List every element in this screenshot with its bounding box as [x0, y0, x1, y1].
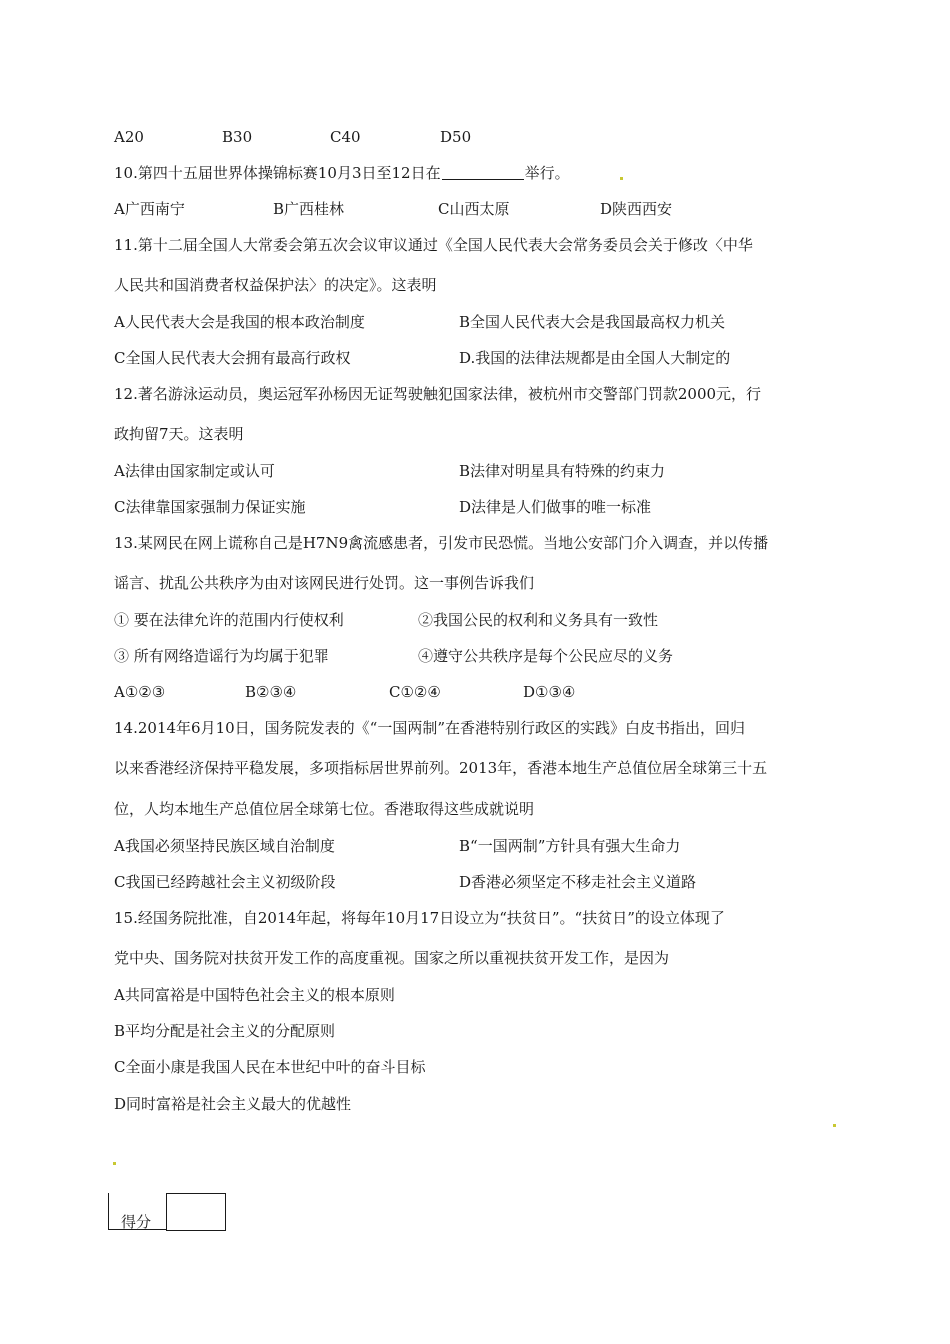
q13-option-d: D①③④	[523, 683, 576, 701]
q13-statement-3: ③ 所有网络造谣行为均属于犯罪	[114, 647, 329, 665]
score-label: 得分	[121, 1213, 152, 1231]
q11-option-a: A人民代表大会是我国的根本政治制度	[114, 313, 365, 331]
score-label-cell	[108, 1193, 167, 1230]
q11-option-d: D.我国的法律法规都是由全国人大制定的	[459, 349, 731, 367]
q9-option-a: A20	[114, 128, 144, 146]
q13-stem-line2: 谣言、扰乱公共秩序为由对该网民进行处罚。这一事例告诉我们	[114, 574, 535, 592]
q14-stem-line3: 位，人均本地生产总值位居全球第七位。香港取得这些成就说明	[114, 800, 535, 818]
q13-statement-2: ②我国公民的权利和义务具有一致性	[418, 611, 659, 629]
q10-option-d: D陕西西安	[600, 200, 673, 218]
q10-option-b: B广西桂林	[273, 200, 345, 218]
q14-option-a: A我国必须坚持民族区域自治制度	[114, 837, 335, 855]
q15-stem-line2: 党中央、国务院对扶贫开发工作的高度重视。国家之所以重视扶贫开发工作，是因为	[114, 949, 670, 967]
q13-option-a: A①②③	[114, 683, 166, 701]
q10-stem-before: 10.第四十五届世界体操锦标赛10月3日至12日在	[114, 164, 441, 182]
q14-option-c: C我国已经跨越社会主义初级阶段	[114, 873, 336, 891]
q10-stem	[114, 163, 570, 183]
q14-option-b: B“一国两制”方针具有强大生命力	[459, 837, 681, 855]
q11-stem-line2: 人民共和国消费者权益保护法〉的决定》。这表明	[114, 276, 437, 294]
q13-option-b: B②③④	[245, 683, 297, 701]
q12-option-b: B法律对明星具有特殊的约束力	[459, 462, 666, 480]
q14-option-d: D香港必须坚定不移走社会主义道路	[459, 873, 697, 891]
q13-statement-1: ① 要在法律允许的范围内行使权利	[114, 611, 344, 629]
q12-option-a: A法律由国家制定或认可	[114, 462, 275, 480]
speck	[833, 1124, 836, 1127]
q12-option-d: D法律是人们做事的唯一标准	[459, 498, 652, 516]
speck	[620, 177, 623, 180]
q15-option-d: D同时富裕是社会主义最大的优越性	[114, 1095, 352, 1113]
q9-option-d: D50	[440, 128, 472, 146]
q12-stem-line1: 12.著名游泳运动员，奥运冠军孙杨因无证驾驶触犯国家法律，被杭州市交警部门罚款2000元，行	[114, 385, 762, 403]
q13-option-c: C①②④	[389, 683, 441, 701]
score-value-cell[interactable]	[166, 1193, 226, 1231]
q13-statement-4: ④遵守公共秩序是每个公民应尽的义务	[418, 647, 674, 665]
q15-stem-line1: 15.经国务院批准，自2014年起，将每年10月17日设立为“扶贫日”。“扶贫日”的设立体现了	[114, 909, 725, 927]
q14-stem-line1: 14.2014年6月10日，国务院发表的《“一国两制”在香港特别行政区的实践》白皮书指出，回归	[114, 719, 745, 737]
q13-stem-line1: 13.某网民在网上谎称自己是H7N9禽流感患者，引发市民恐慌。当地公安部门介入调查，并以传播	[114, 534, 769, 552]
score-box	[108, 1193, 226, 1230]
q15-option-b: B平均分配是社会主义的分配原则	[114, 1022, 336, 1040]
q9-option-b: B30	[222, 128, 253, 146]
q11-option-c: C全国人民代表大会拥有最高行政权	[114, 349, 351, 367]
speck	[113, 1162, 116, 1165]
q15-option-c: C全面小康是我国人民在本世纪中叶的奋斗目标	[114, 1058, 426, 1076]
q10-stem-after: 举行。	[524, 164, 570, 182]
q15-option-a: A共同富裕是中国特色社会主义的根本原则	[114, 986, 395, 1004]
q10-option-a: A广西南宁	[114, 200, 185, 218]
q9-option-c: C40	[330, 128, 361, 146]
q11-option-b: B全国人民代表大会是我国最高权力机关	[459, 313, 726, 331]
q12-stem-line2: 政拘留7天。这表明	[114, 425, 244, 443]
q10-option-c: C山西太原	[438, 200, 510, 218]
q12-option-c: C法律靠国家强制力保证实施	[114, 498, 306, 516]
q10-answer-blank	[442, 164, 524, 180]
q14-stem-line2: 以来香港经济保持平稳发展，多项指标居世界前列。2013年，香港本地生产总值位居全球第三十五	[114, 759, 768, 777]
q11-stem-line1: 11.第十二届全国人大常委会第五次会议审议通过《全国人民代表大会常务委员会关于修改〈中华	[114, 236, 753, 254]
